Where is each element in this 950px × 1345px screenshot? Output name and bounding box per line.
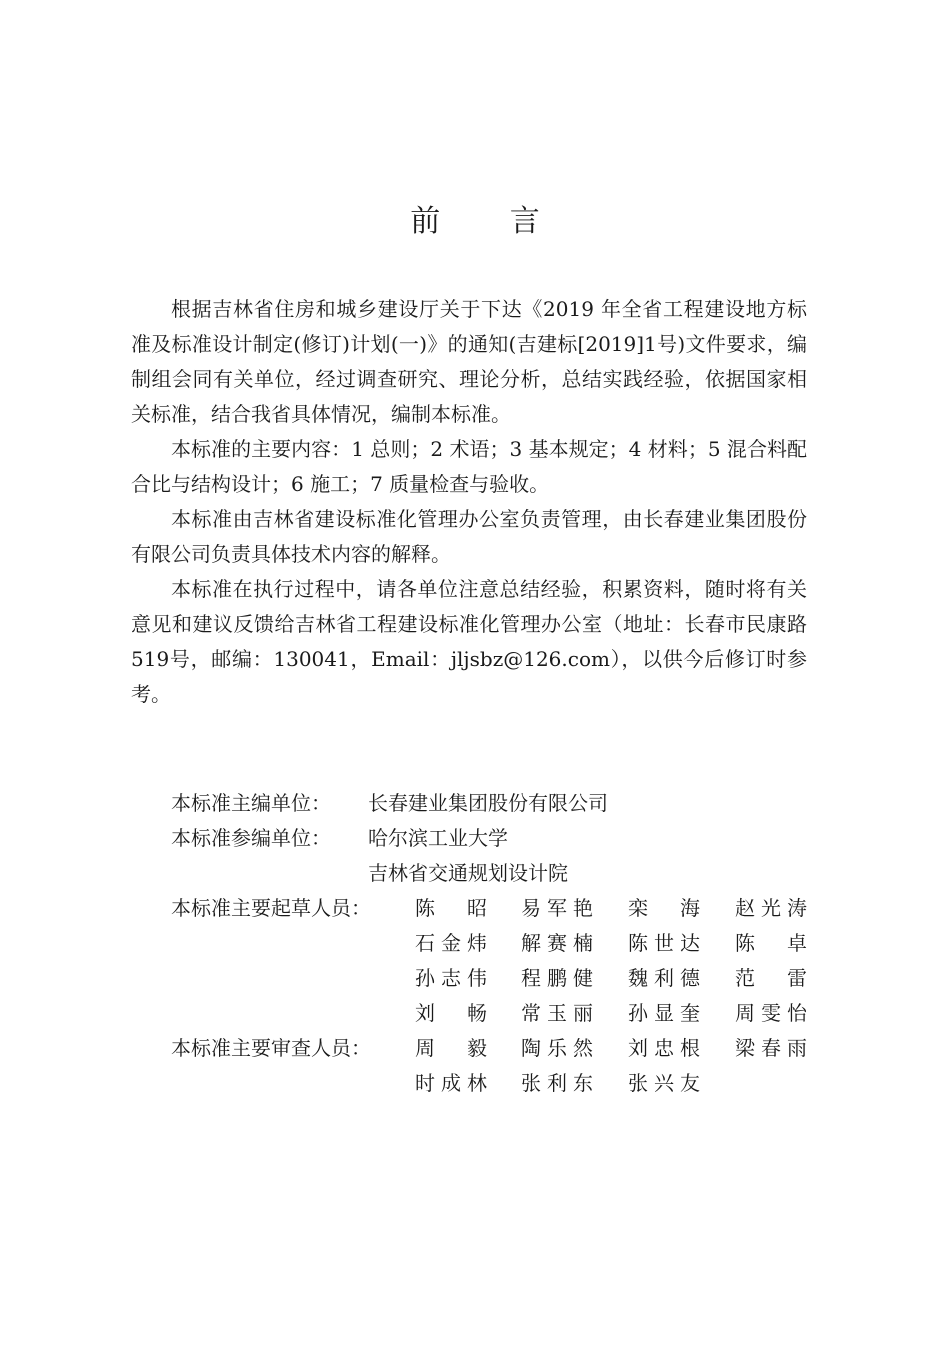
name-row	[415, 1066, 807, 1101]
person-name: 梁春雨	[735, 1036, 807, 1060]
participating-unit-row	[131, 856, 807, 891]
name-row	[415, 891, 807, 926]
person-name: 张兴友	[628, 1071, 700, 1095]
person-name: 刘畅	[415, 1001, 487, 1025]
person-name: 解赛楠	[521, 931, 593, 955]
chief-unit-label: 本标准主编单位：	[171, 791, 331, 815]
person-name: 周毅	[415, 1036, 487, 1060]
reviewers-row	[131, 1066, 807, 1101]
credits-block	[131, 786, 807, 1101]
participating-unit-label: 本标准参编单位：	[171, 826, 331, 850]
name-row	[415, 926, 807, 961]
participating-unit-value: 哈尔滨工业大学	[368, 826, 508, 850]
participating-unit-value: 吉林省交通规划设计院	[368, 861, 568, 885]
chief-unit-row	[131, 786, 807, 821]
paragraph: 本标准的主要内容：1 总则；2 术语；3 基本规定；4 材料；5 混合料配合比与结构设计；6 施工；7 质量检查与验收。	[131, 437, 807, 496]
person-name: 程鹏健	[521, 966, 593, 990]
person-name: 陈世达	[628, 931, 700, 955]
paragraph: 根据吉林省住房和城乡建设厅关于下达《2019 年全省工程建设地方标准及标准设计制定(修订)计划(一)》的通知(吉建标[2019]1号)文件要求，编制组会同有关单位，经过调查研究、理论分析，总结实践经验，依据国家相关标准，结合我省具体情况，编制本标准。	[131, 297, 807, 426]
person-name: 范雷	[735, 966, 807, 990]
person-name: 栾海	[628, 896, 700, 920]
preface-body	[131, 292, 807, 712]
person-name: 孙志伟	[415, 966, 487, 990]
person-name: 刘忠根	[628, 1036, 700, 1060]
drafters-row	[131, 961, 807, 996]
drafters-row	[131, 926, 807, 961]
paragraph: 本标准由吉林省建设标准化管理办公室负责管理，由长春建业集团股份有限公司负责具体技术内容的解释。	[131, 507, 807, 566]
drafters-label: 本标准主要起草人员：	[171, 896, 371, 920]
person-name: 魏利德	[628, 966, 700, 990]
person-name: 孙显奎	[628, 1001, 700, 1025]
person-name: 周雯怡	[735, 1001, 807, 1025]
person-name: 陶乐然	[521, 1036, 593, 1060]
reviewers-label: 本标准主要审查人员：	[171, 1036, 371, 1060]
chief-unit-value: 长春建业集团股份有限公司	[368, 791, 608, 815]
page-title: 前 言	[410, 204, 570, 239]
paragraph: 本标准在执行过程中，请各单位注意总结经验，积累资料，随时将有关意见和建议反馈给吉林省工程建设标准化管理办公室（地址：长春市民康路519号，邮编：130041，Email：jljsbz@126.com），以供今后修订时参考。	[131, 577, 807, 706]
reviewers-row	[131, 1031, 807, 1066]
person-name: 常玉丽	[521, 1001, 593, 1025]
person-name: 张利东	[521, 1071, 593, 1095]
participating-unit-row	[131, 821, 807, 856]
person-name: 石金炜	[415, 931, 487, 955]
person-name: 陈卓	[735, 931, 807, 955]
name-row	[415, 961, 807, 996]
drafters-row	[131, 891, 807, 926]
person-name: 陈昭	[415, 896, 487, 920]
name-row	[415, 1031, 807, 1066]
person-name: 时成林	[415, 1071, 487, 1095]
drafters-row	[131, 996, 807, 1031]
person-name: 赵光涛	[735, 896, 807, 920]
name-row	[415, 996, 807, 1031]
person-name: 易军艳	[521, 896, 593, 920]
